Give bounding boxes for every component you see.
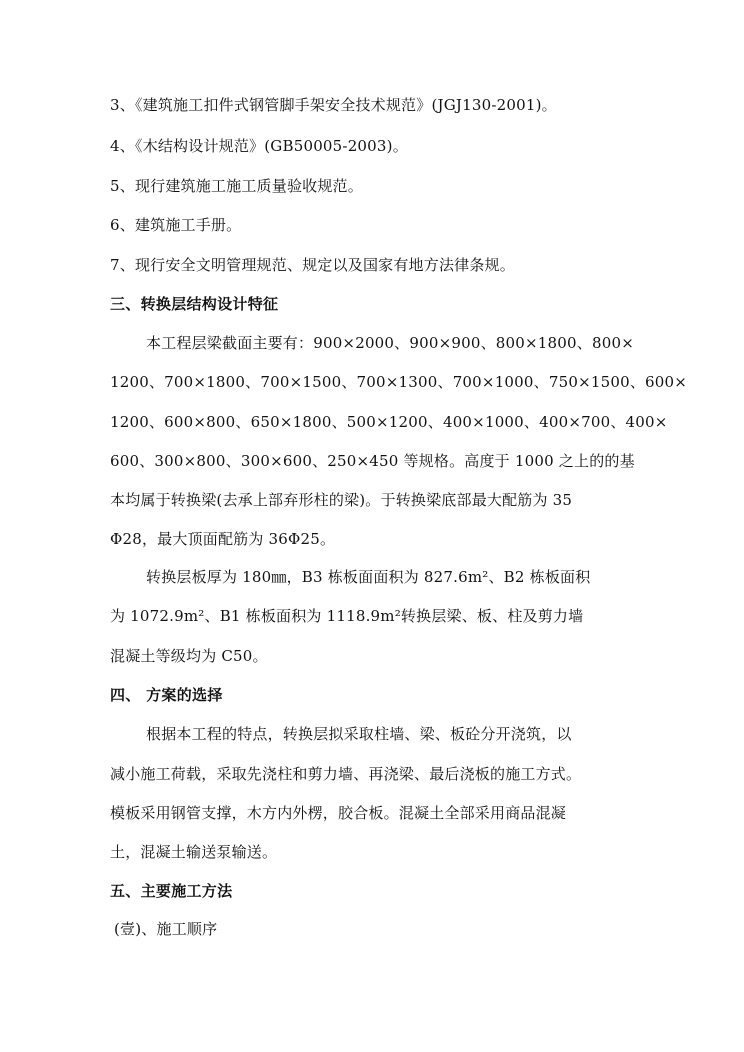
section-3-paragraph-1-line: 本均属于转换梁(去承上部弃形柱的梁)。于转换梁底部最大配筋为 35 [110,491,573,509]
section-3-paragraph-1-line: 600、300×800、300×600、250×450 等规格。高度于 1000 之上的的基 [110,452,635,470]
section-3-paragraph-2-line: 混凝土等级均为 C50。 [110,647,268,665]
section-4-paragraph-line: 根据本工程的特点，转换层拟采取柱墙、梁、板砼分开浇筑，以 [146,725,572,743]
section-3-paragraph-1-line: 1200、600×800、650×1800、500×1200、400×1000、400×700、400× [110,413,668,431]
reference-item-4: 4、《木结构设计规范》(GB50005-2003)。 [110,137,408,155]
section-3-paragraph-1-line: Φ28，最大顶面配筋为 36Φ25。 [110,530,336,548]
section-5-subheading: (壹)、施工顺序 [114,920,218,938]
section-4-heading: 四、 方案的选择 [110,686,223,704]
section-4-paragraph-line: 模板采用钢管支撑，木方内外楞，胶合板。混凝土全部采用商品混凝 [110,804,567,822]
section-3-paragraph-2-line: 转换层板厚为 180㎜，B3 栋板面面积为 827.6m²、B2 栋板面积 [146,568,591,586]
section-4-paragraph-line: 减小施工荷载，采取先浇柱和剪力墙、再浇梁、最后浇板的施工方式。 [110,765,582,783]
section-5-heading: 五、主要施工方法 [110,882,233,900]
reference-item-7: 7、现行安全文明管理规范、规定以及国家有地方法律条规。 [110,256,515,274]
section-3-paragraph-1-line: 本工程层梁截面主要有：900×2000、900×900、800×1800、800× [146,334,634,352]
reference-item-3: 3、《建筑施工扣件式钢管脚手架安全技术规范》(JGJ130-2001)。 [110,96,557,114]
section-3-heading: 三、转换层结构设计特征 [110,295,279,313]
section-4-paragraph-line: 土，混凝土输送泵输送。 [110,843,278,861]
section-3-paragraph-1-line: 1200、700×1800、700×1500、700×1300、700×1000、750×1500、600× [110,373,688,391]
section-3-paragraph-2-line: 为 1072.9m²、B1 栋板面积为 1118.9m²转换层梁、板、柱及剪力墙 [110,607,584,625]
reference-item-6: 6、建筑施工手册。 [110,216,242,234]
reference-item-5: 5、现行建筑施工施工质量验收规范。 [110,177,363,195]
